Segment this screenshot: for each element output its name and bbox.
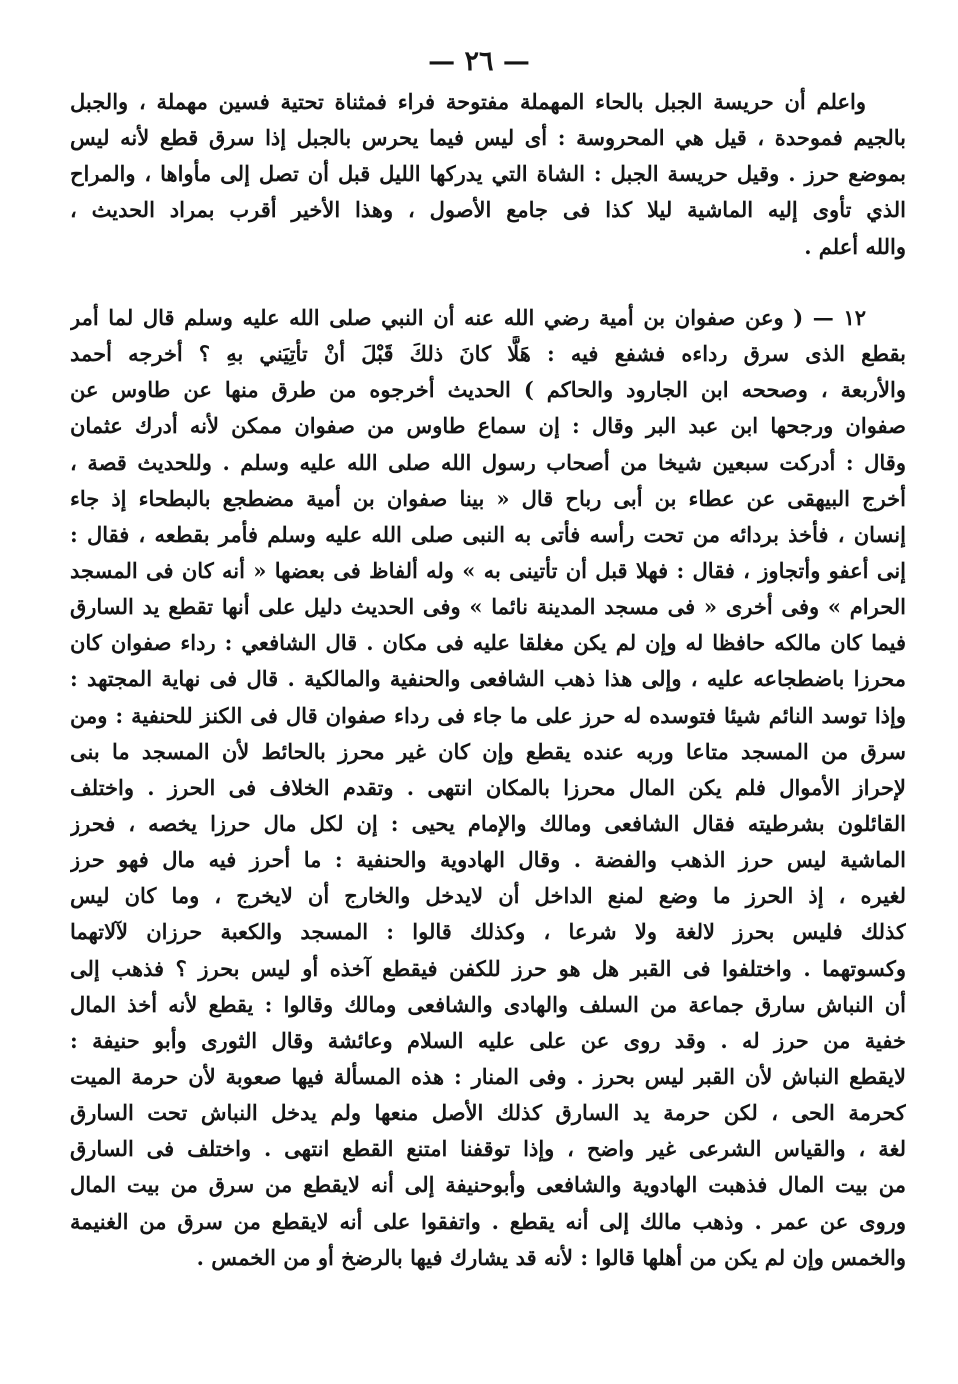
- paragraph-explanation: [70, 84, 906, 265]
- text-line: إنسان ، فأخذ بردائه من تحت رأسه فأتى به النبى صلى الله عليه وسلم فأمر بقطعه ، فقال :: [70, 521, 906, 547]
- text-line: أخرج البيهقى عن عطاء بن أبى رباح قال « بينا صفوان بن أمية مضطجع بالبطحاء إذ جاء: [70, 485, 906, 511]
- text-line: بالجيم فموحدة ، قيل هي المحروسة : أى ليس فيما يحرس بالجبل إذا سرق قطع لأنه ليس: [70, 125, 906, 151]
- text-line: ١٢ — ( وعن صفوان بن أمية رضي الله عنه أن النبي صلى الله عليه وسلم قال لما أمر: [70, 305, 866, 330]
- text-line: وروى عن عمر . وذهب مالك إلى أنه يقطع . واتفقوا على أنه لايقطع من سرق من الغنيمة: [70, 1208, 906, 1234]
- text-line: سرق من المسجد متاعا وربه عنده يقطع وإن كان غير محرز بالحائط لأن المسجد ما بنى: [70, 738, 906, 764]
- text-line: والله أعلم .: [804, 233, 906, 259]
- text-line: وإذا توسد النائم شيئا فتوسده له حرز على ما جاء فى رداء صفوان قال فى الكنز للحنفية : ومن: [70, 702, 906, 728]
- text-line: لغيره ، إذ الحرز ما وضع لمنع الداخل أن لايدخل والخارج أن لايخرج ، وما كان ليس: [70, 883, 906, 909]
- text-line: إنى أعفو وأتجاوز ، فقال : فهلا قبل أن تأتينى به » وله ألفاظ فى بعضها « أنه كان فى المسجد: [70, 557, 906, 583]
- text-line: بموضع حرز . وقيل حريسة الجبل : الشاة التي يدركها الليل قبل أن تصل إلى مأواها ، والمراح: [70, 161, 906, 187]
- text-line: صفوان ورجحها ابن عبد البر وقال : إن سماع طاوس من صفوان ممكن لأنه أدرك عثمان: [70, 413, 906, 439]
- text-line: لغة ، والقياس الشرعى غير واضح ، وإذا توقفنا امتنع القطع انتهى . واختلف فى السارق: [70, 1136, 906, 1162]
- page-number: — ٢٦ —: [428, 46, 530, 77]
- text-line: بقطع الذى سرق رداءه فشفع فيه : هَلَّا كانَ ذلكَ قَبْلَ أنْ تأتِيَني بهِ ؟ أخرجه أحمد: [70, 341, 906, 367]
- text-line: أن النباش سارق جماعة من السلف والهادى والشافعى ومالك وقالوا : يقطع لأنه أخذ المال: [70, 991, 906, 1017]
- text-line: والخمس وإن لم يكن من أهلها قالوا : لأنه قد يشارك فيها بالرضخ أو من الخمس .: [196, 1244, 906, 1270]
- paragraph-hadith-12: [70, 300, 906, 1276]
- text-line: والأربعة ، وصححه ابن الجارود والحاكم ) الحديث أخرجوه من طرق منها عن طاوس عن: [70, 377, 906, 403]
- text-line: كحرمة الحى ، لكن حرمة يد السارق كذلك الأصل منعها ولم يدخل النباش تحت السارق: [70, 1100, 906, 1126]
- text-line: وكسوتهما . واختلفوا فى القبر هل هو حرز للكفن فيقطع آخذه أو ليس بحرز ؟ فذهب إلى: [70, 955, 906, 981]
- text-line: من بيت المال فذهبت الهادوية والشافعى وأبوحنيفة إلى أنه لايقطع من سرق من بيت المال: [70, 1172, 906, 1198]
- text-line: القائلون بشرطيته فقال الشافعى ومالك والإمام يحيى : إن لكل مال حرزا يخصه ، فحرز: [70, 810, 906, 836]
- text-line: وقال : أدركت سبعين شيخا من أصحاب رسول الله صلى الله عليه وسلم . وللحديث قصة ،: [70, 449, 906, 475]
- text-line: واعلم أن حريسة الجبل بالحاء المهملة مفتوحة فراء فمثناة تحتية فسين مهملة ، والجبل: [70, 89, 866, 114]
- text-line: لايقطع النباش لأن القبر ليس بحرز . وفى المنار : هذه المسألة فيها صعوبة لأن حرمة الميت: [70, 1063, 906, 1089]
- text-line: محرزا باضطجاعه عليه ، وإلى هذا ذهب الشافعى والحنفية والمالكية . قال فى نهاية المجتهد :: [70, 666, 906, 692]
- text-line: لإحراز الأموال فلم يكن المال محرزا بالمكان انتهى . وتقدم الخلاف فى الحرز . واختلف: [70, 774, 906, 800]
- text-line: الذي تأوى إليه الماشية ليلا كذا فى جامع الأصول ، وهذا الأخير أقرب بمراد الحديث ،: [70, 197, 906, 223]
- text-line: الماشية ليس حرز الذهب والفضة . وقال الهادوية والحنفية : ما أحرز فيه مال فهو حرز: [70, 847, 906, 873]
- text-line: خفية من حرز له . وقد روى عن على عليه السلام وعائشة وقال الثورى وأبو حنيفة :: [70, 1027, 906, 1053]
- text-line: كذلك فليس بحرز لالغة ولا شرعا ، وكذلك قالوا : المسجد والكعبة حرزان لآلاتهما: [70, 919, 906, 945]
- text-line: فيما كان مالكه حافظا له وإن لم يكن مغلقا عليه فى مكان . قال الشافعي : رداء صفوان كان: [70, 630, 906, 656]
- text-line: الحرام » وفى أخرى « فى مسجد المدينة نائما » وفى الحديث دليل على أنها تقطع يد السارق: [70, 594, 906, 620]
